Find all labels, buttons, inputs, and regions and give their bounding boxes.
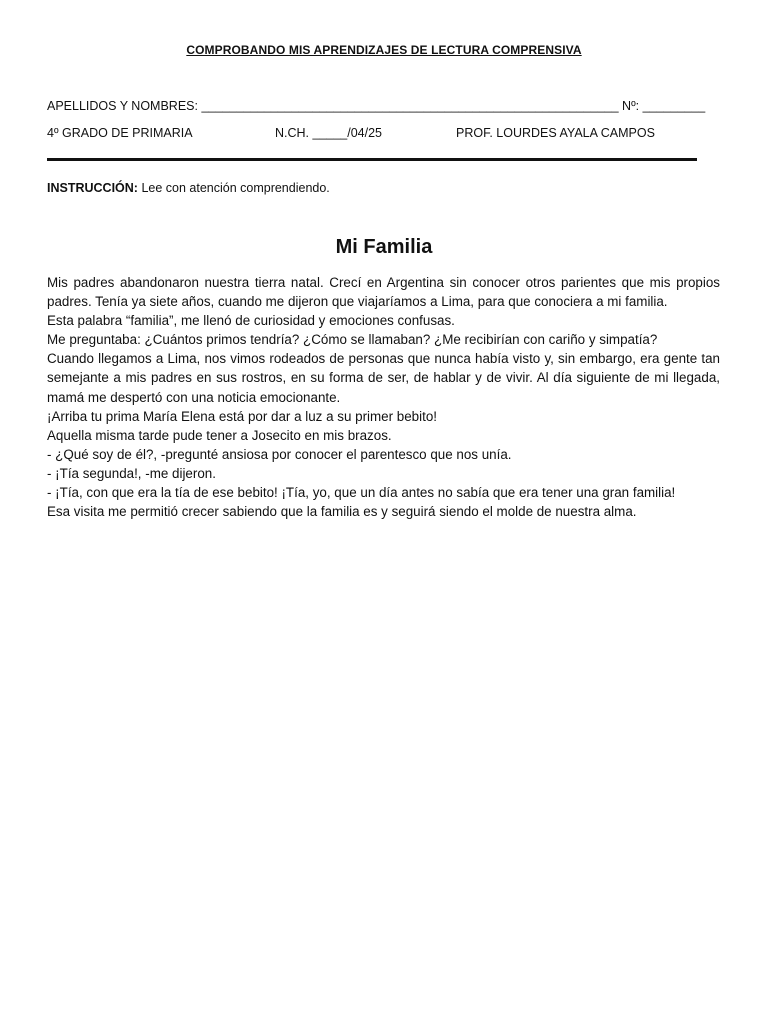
header-divider: [47, 158, 697, 161]
story-paragraph: - ¿Qué soy de él?, -pregunté ansiosa por conocer el parentesco que nos unía.: [47, 446, 512, 462]
grade-label: 4º GRADO DE PRIMARIA: [47, 126, 193, 140]
worksheet-title: COMPROBANDO MIS APRENDIZAJES DE LECTURA COMPRENSIVA: [186, 43, 582, 57]
teacher-label: PROF. LOURDES AYALA CAMPOS: [456, 126, 655, 140]
story-body: [47, 273, 720, 521]
story-paragraph: Esa visita me permitió crecer sabiendo que la familia es y seguirá siendo el molde de nuestra alma.: [47, 504, 637, 520]
story-paragraph: - ¡Tía, con que era la tía de ese bebito! ¡Tía, yo, que un día antes no sabía que era tener una gran familia!: [47, 485, 676, 501]
date-field: N.CH. _____/04/25: [275, 126, 383, 140]
student-name-field: APELLIDOS Y NOMBRES: ____________________________________________________________ Nº: _________: [47, 99, 706, 113]
story-paragraph: - ¡Tía segunda!, -me dijeron.: [47, 465, 216, 481]
story-paragraph: Esta palabra “familia”, me llenó de curiosidad y emociones confusas.: [47, 313, 455, 329]
story-paragraph: Mis padres abandonaron nuestra tierra natal. Crecí en Argentina sin conocer otros parientes que mis propios padres. Tenía ya siete años, cuando me dijeron que viajaríamos a Lima, para que conociera a mi familia.: [47, 275, 720, 310]
instruction-text: Lee con atención comprendiendo.: [137, 181, 330, 195]
instruction-label: INSTRUCCIÓN:: [47, 181, 138, 195]
story-paragraph: Cuando llegamos a Lima, nos vimos rodeados de personas que nunca había visto y, sin embargo, era gente tan semejante a mis padres en sus rostros, en su forma de ser, de hablar y de vivir. Al día siguiente de mi llegada, mamá me despertó con una noticia emocionante.: [47, 351, 720, 405]
story-paragraph: Aquella misma tarde pude tener a Josecito en mis brazos.: [47, 427, 392, 443]
story-title: Mi Familia: [335, 236, 433, 258]
instruction: [47, 181, 330, 195]
story-paragraph: ¡Arriba tu prima María Elena está por dar a luz a su primer bebito!: [47, 408, 437, 424]
story-paragraph: Me preguntaba: ¿Cuántos primos tendría? ¿Cómo se llamaban? ¿Me recibirían con cariño y simpatía?: [47, 332, 658, 348]
